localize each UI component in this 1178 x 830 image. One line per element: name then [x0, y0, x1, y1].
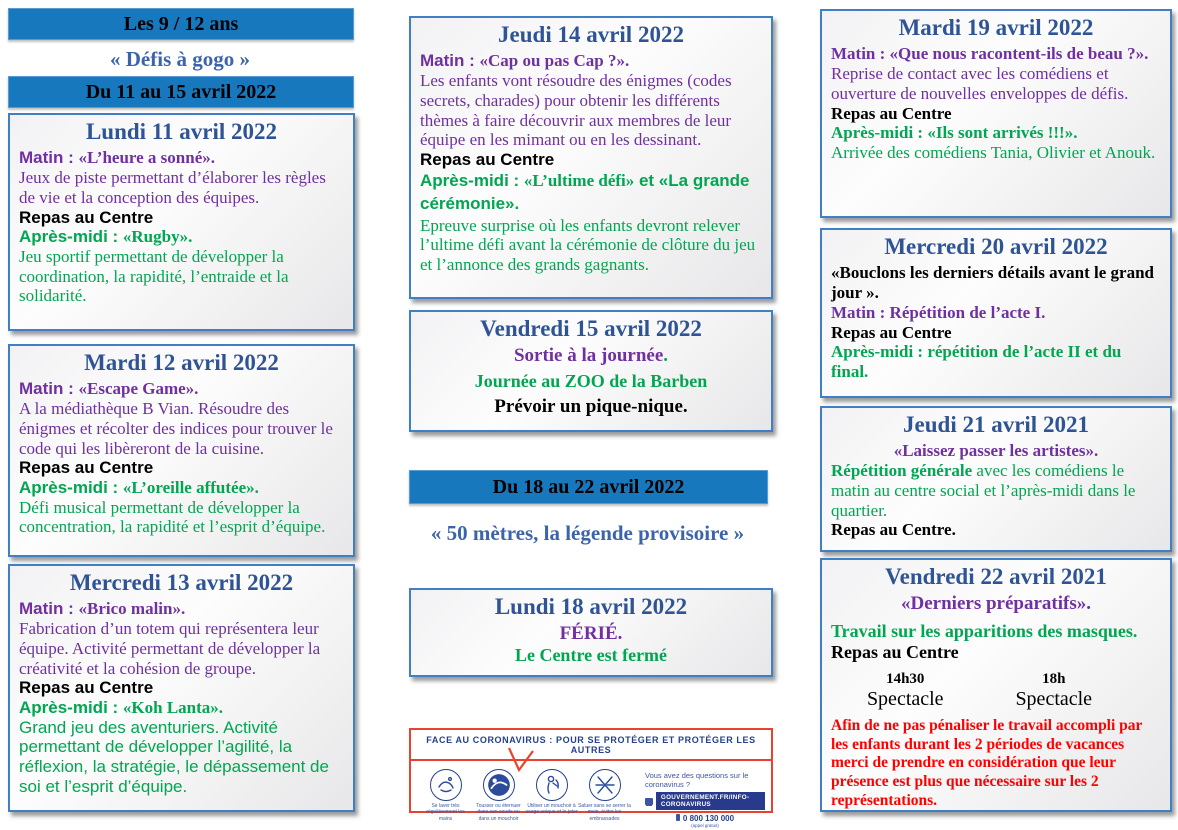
afternoon-desc: Défi musical permettant de développer la concentration, la rapidité et l’esprit d’équipe.	[19, 497, 326, 537]
coronavirus-phone-number: 0 800 130 000	[682, 814, 735, 823]
prevention-caption: Se laver très régulièrement les mains	[426, 803, 465, 822]
day-title: Lundi 11 avril 2022	[85, 119, 278, 144]
day-title: Mardi 12 avril 2022	[84, 350, 279, 375]
coronavirus-question: Vous avez des questions sur le coronavirus ?	[645, 771, 749, 789]
wash-hands-icon	[430, 769, 462, 801]
morning-label: Matin :	[19, 379, 79, 399]
day-subtitle: «Laissez passer les artistes».	[893, 441, 1099, 461]
day-box-mercredi-20	[820, 228, 1172, 398]
rehearsal-rest: avec les comédiens le matin au centre social et l’après-midi dans le quartier.	[831, 461, 1136, 520]
prevention-caption: Saluer sans se serrer la main, éviter les embrassades	[578, 803, 631, 822]
week2-theme-title: « 50 mètres, la légende provisoire »	[430, 521, 745, 545]
afternoon-desc: Arrivée des comédiens Tania, Olivier et Anouk.	[831, 143, 1156, 163]
show-time-1-label: Spectacle	[866, 688, 944, 711]
afternoon-activity-2: et «La grande cérémonie».	[420, 170, 750, 213]
holiday-note: FÉRIÉ.	[559, 623, 623, 645]
prevention-item	[525, 769, 578, 828]
prevention-caption: Utiliser un mouchoir à usage unique et le jeter	[525, 803, 578, 816]
lunch-note: Repas au Centre	[420, 150, 555, 170]
day-box-lundi-11	[8, 113, 355, 331]
afternoon-line: Après-midi : répétition de l’acte II et du final.	[831, 342, 1122, 382]
lunch-note: Repas au Centre.	[831, 520, 956, 540]
morning-desc: A la médiathèque B Vian. Résoudre des énigmes et récolter des indices pour trouver le code qui les libèreront de la cuisine.	[19, 399, 333, 458]
day-box-mardi-19	[820, 9, 1172, 218]
day-title: Jeudi 14 avril 2022	[498, 22, 684, 47]
afternoon-activity: «Rugby».	[122, 227, 193, 247]
work-line: Travail sur les apparitions des masques.	[831, 621, 1138, 642]
show-time-1	[831, 671, 980, 711]
prevention-caption: Tousser ou éternuer dans son coude ou dans un mouchoir	[476, 803, 521, 822]
rehearsal-bold: Répétition générale	[831, 461, 973, 481]
age-group-banner: Les 9 / 12 ans	[8, 8, 354, 40]
outing-line-dot: .	[663, 345, 669, 367]
prevention-item	[578, 769, 631, 828]
morning-label: Matin :	[19, 148, 79, 168]
day-box-jeudi-14	[409, 16, 773, 299]
laptop-icon	[645, 798, 653, 805]
day-title: Vendredi 15 avril 2022	[480, 316, 702, 341]
morning-label: Matin :	[420, 51, 480, 71]
morning-desc: Les enfants vont résoudre des énigmes (codes secrets, charades) pour obtenir les différents thèmes à faire découvrir aux membres de leur équipe en les mimant ou en les dessinant.	[420, 71, 732, 150]
afternoon-activity: «Koh Lanta».	[122, 698, 224, 718]
coronavirus-header: FACE AU CORONAVIRUS : POUR SE PROTÉGER ET PROTÉGER LES AUTRES	[411, 730, 771, 761]
lunch-note: Repas au Centre	[831, 322, 952, 342]
morning-activity: «Brico malin».	[78, 599, 186, 619]
lunch-note: Repas au Centre	[19, 207, 154, 227]
afternoon-desc: Jeu sportif permettant de développer la coordination, la rapidité, l’entraide et la solidarité.	[19, 247, 289, 306]
picnic-line: Prévoir un pique-nique.	[494, 396, 688, 418]
show-time-2-label: Spectacle	[1015, 688, 1093, 711]
lunch-note: Repas au Centre	[831, 642, 959, 663]
day-title: Lundi 18 avril 2022	[494, 594, 688, 619]
single-use-tissue-icon	[536, 769, 568, 801]
afternoon-label: Après-midi :	[420, 170, 524, 190]
morning-desc: Reprise de contact avec les comédiens et ouverture de nouvelles enveloppes de défis.	[831, 64, 1129, 103]
afternoon-label: Après-midi :	[19, 227, 123, 247]
day-box-vendredi-15	[409, 310, 773, 432]
afternoon-desc: Epreuve surprise où les enfants devront relever l’ultime défi avant la cérémonie de clôture du jeu et l’annonce des grands gagnants.	[420, 215, 756, 275]
day-box-mardi-12	[8, 344, 355, 557]
day-title: Mercredi 20 avril 2022	[884, 234, 1108, 259]
morning-desc: Fabrication d’un totem qui représentera leur équipe. Activité permettant de développer la créativité et la cohésion de groupe.	[19, 619, 321, 678]
day-subtitle: «Derniers préparatifs».	[901, 593, 1091, 615]
show-time-1-hour: 14h30	[886, 671, 925, 688]
attendance-notice: Afin de ne pas pénaliser le travail accompli par les enfants durant les 2 périodes de vacances merci de prendre en considération que leur présence est plus que nécessaire sur les 2 représentations.	[831, 717, 1143, 809]
morning-line: Matin : «Que nous racontent-ils de beau ?».	[831, 44, 1149, 64]
day-subtitle: «Bouclons les derniers détails avant le grand jour ».	[831, 263, 1155, 303]
show-time-2	[980, 671, 1129, 711]
show-time-2-hour: 18h	[1042, 671, 1066, 688]
closed-note: Le Centre est fermé	[514, 645, 668, 666]
week1-theme-title: « Défis à gogo »	[110, 47, 250, 71]
no-handshake-icon	[589, 769, 621, 801]
day-title: Mercredi 13 avril 2022	[69, 570, 294, 595]
day-box-lundi-18	[409, 588, 773, 677]
afternoon-line: Après-midi : «Ils sont arrivés !!!».	[831, 123, 1078, 143]
morning-line: Matin : Répétition de l’acte I.	[831, 302, 1046, 322]
lunch-note: Repas au Centre	[19, 678, 154, 698]
day-title: Jeudi 21 avril 2021	[903, 412, 1089, 437]
cough-elbow-icon	[483, 769, 515, 801]
phone-note: (appel gratuit)	[691, 823, 719, 828]
afternoon-label: Après-midi :	[19, 698, 123, 718]
day-box-jeudi-21	[820, 406, 1172, 552]
morning-activity: «L’heure a sonné».	[78, 148, 215, 168]
zoo-line: Journée au ZOO de la Barben	[474, 371, 708, 392]
week1-banner: Du 11 au 15 avril 2022	[8, 76, 354, 108]
callout-zigzag-icon	[506, 747, 536, 773]
prevention-icons	[419, 769, 631, 828]
morning-activity: «Escape Game».	[78, 379, 199, 399]
day-title: Vendredi 22 avril 2021	[885, 564, 1107, 589]
outing-line: Sortie à la journée	[513, 345, 664, 367]
week2-banner: Du 18 au 22 avril 2022	[409, 470, 768, 504]
day-box-mercredi-13	[8, 564, 355, 812]
lunch-note: Repas au Centre	[19, 458, 154, 478]
prevention-item	[472, 769, 525, 828]
day-box-vendredi-22	[820, 558, 1172, 812]
morning-label: Matin :	[19, 599, 79, 619]
afternoon-label: Après-midi :	[19, 478, 123, 498]
morning-activity: «Cap ou pas Cap ?».	[479, 51, 630, 71]
afternoon-activity: «L’ultime défi»	[523, 170, 635, 190]
show-times	[831, 671, 1161, 711]
afternoon-activity: «L’oreille affutée».	[122, 478, 259, 498]
prevention-item	[419, 769, 472, 828]
coronavirus-info-box	[409, 728, 773, 828]
government-website-badge: GOUVERNEMENT.FR/INFO-CORONAVIRUS	[656, 792, 765, 810]
day-title: Mardi 19 avril 2022	[898, 15, 1094, 40]
afternoon-desc: Grand jeu des aventuriers. Activité permettant de développer l’agilité, la réflexion, la stratégie, le dépassement de soi et l’esprit d’équipe.	[19, 717, 329, 796]
lunch-note: Repas au Centre	[831, 103, 952, 123]
morning-desc: Jeux de piste permettant d’élaborer les règles de vie et la conception des équipes.	[19, 168, 326, 207]
